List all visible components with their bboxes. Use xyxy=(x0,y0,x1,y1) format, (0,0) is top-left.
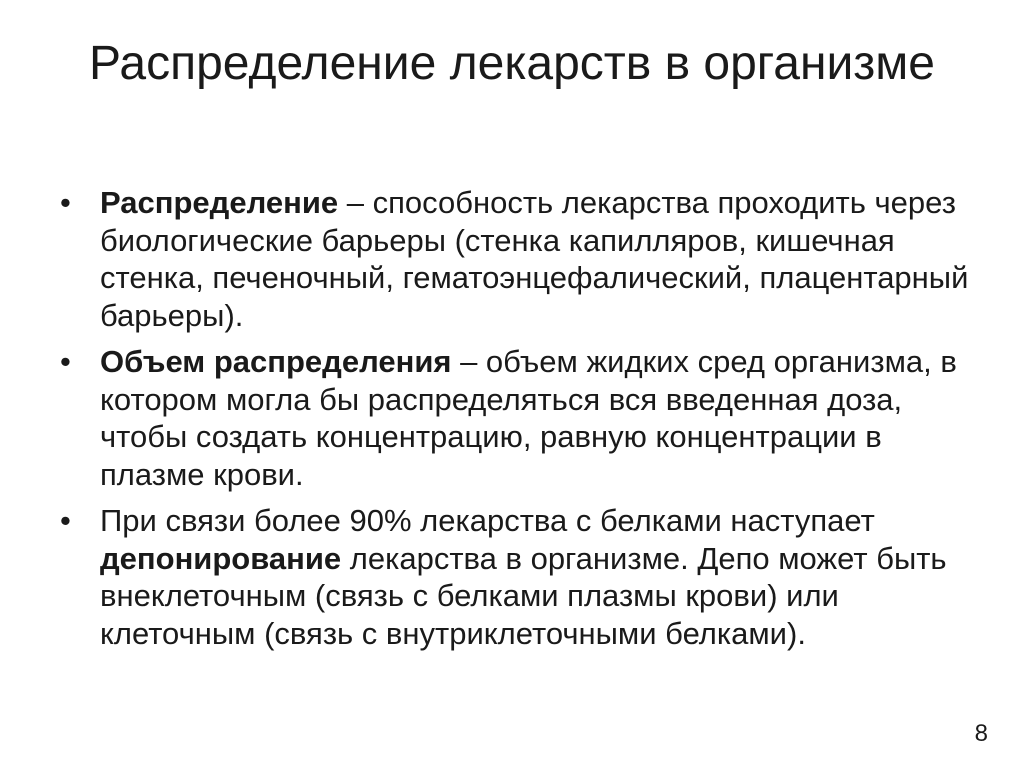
bullet-text: – объем жидких сред организма, в котором могла бы распределяться вся введенная доза, чтобы создать концентрацию, равную концентрации в плазме крови. xyxy=(100,344,957,492)
page-number: 8 xyxy=(974,720,988,747)
bullet-icon: • xyxy=(60,344,71,379)
bullet-term: Распределение xyxy=(100,185,339,220)
bullet-icon: • xyxy=(60,503,71,538)
bullet-item-depot xyxy=(60,502,970,652)
bullet-text: – способность лекарства проходить через биологические барьеры (стенка капилляров, кишечная стенка, печеночный, гематоэнцефалический, плацентарный барьеры). xyxy=(100,185,969,333)
bullet-icon: • xyxy=(60,185,71,220)
bullet-list xyxy=(60,184,970,661)
slide-title: Распределение лекарств в организме xyxy=(89,37,935,90)
bullet-term: Объем распределения xyxy=(100,344,452,379)
bullet-term: депонирование xyxy=(100,540,342,576)
bullet-item-distribution xyxy=(60,184,970,334)
bullet-text-before: При связи более 90% лекарства с белками наступает xyxy=(100,503,875,538)
bullet-item-volume xyxy=(60,343,970,493)
bullet-text-after: лекарства в организме. Депо может быть внеклеточным (связь с белками плазмы крови) или клеточным (связь с внутриклеточными белками). xyxy=(100,540,947,651)
